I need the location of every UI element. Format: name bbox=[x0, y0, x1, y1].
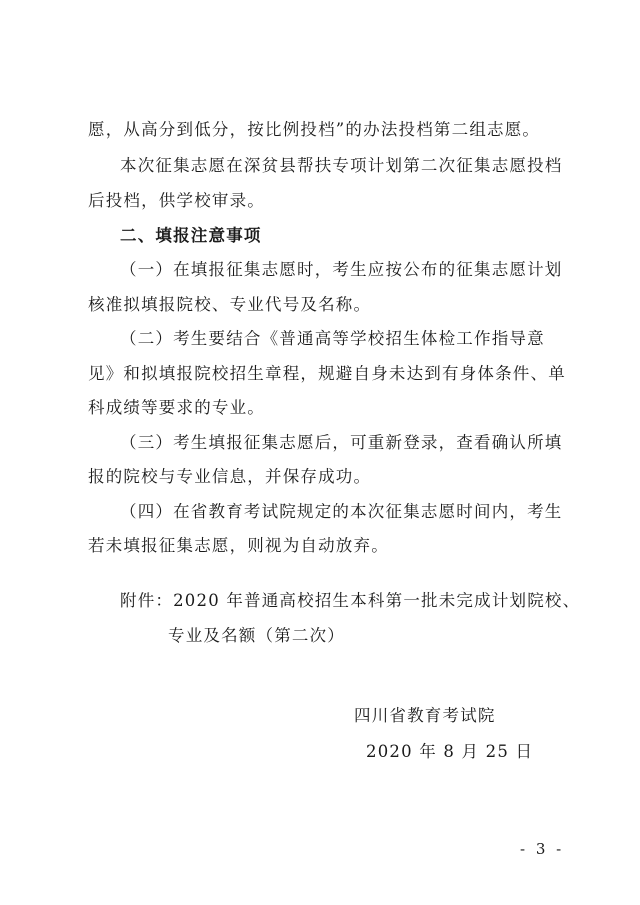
paragraph-line: 后投档，供学校审录。 bbox=[88, 191, 265, 210]
paragraph-line: 科成绩等要求的专业。 bbox=[88, 398, 265, 417]
paragraph-line: 报的院校与专业信息，并保存成功。 bbox=[88, 467, 372, 486]
paragraph-line: 愿，从高分到低分，按比例投档”的办法投档第二组志愿。 bbox=[88, 120, 541, 139]
section-heading: 二、填报注意事项 bbox=[120, 226, 262, 245]
attachment-line: 附件：2020 年普通高校招生本科第一批未完成计划院校、 bbox=[120, 591, 581, 610]
paragraph-line: （三）考生填报征集志愿后，可重新登录，查看确认所填 bbox=[120, 433, 563, 452]
paragraph-line: （四）在省教育考试院规定的本次征集志愿时间内，考生 bbox=[120, 502, 563, 521]
paragraph-line: （一）在填报征集志愿时，考生应按公布的征集志愿计划 bbox=[120, 260, 563, 279]
page-number: - 3 - bbox=[520, 840, 565, 858]
attachment-line: 专业及名额（第二次） bbox=[168, 626, 345, 645]
issue-date: 2020 年 8 月 25 日 bbox=[366, 742, 534, 761]
paragraph-line: 见》和拟填报院校招生章程，规避自身未达到有身体条件、单 bbox=[88, 364, 566, 383]
paragraph-line: （二）考生要结合《普通高等学校招生体检工作指导意 bbox=[120, 329, 545, 348]
paragraph-line: 核准拟填报院校、专业代号及名称。 bbox=[88, 295, 372, 314]
paragraph-line: 若未填报征集志愿，则视为自动放弃。 bbox=[88, 536, 389, 555]
issuing-organization: 四川省教育考试院 bbox=[354, 706, 496, 725]
paragraph-line: 本次征集志愿在深贫县帮扶专项计划第二次征集志愿投档 bbox=[120, 156, 563, 175]
